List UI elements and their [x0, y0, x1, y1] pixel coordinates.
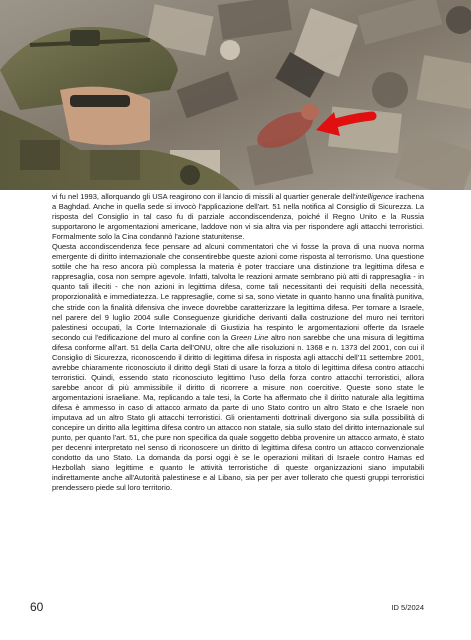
text-run: altro non sarebbe che una misura di legittima difesa conforme all'art. 51 della Carta dell'ONU, oltre che alle risoluzioni n. 1368 e n. 1373 del 2001, con cui il Consiglio di Sicurezza, riconoscendo il diritto di legittima difesa in risposta agli attacchi dell'11 settembre 2001, avrebbe chiaramente riconosciuto il diritto degli Stati di usare la forza a titolo di legittima difesa contro attacchi terroristici. Quindi, essendo stato riconosciuto legittimo l'uso della forza contro attacchi terroristici, allora sarebbe ancor di più ammissibile il diritto di ricorrere a misure non coercitive. Queste sono state le argomentazioni israeliane. Ma, replicando a tale tesi, la Corte ha affermato che il diritto naturale alla legittima difesa è ammesso in caso di attacco armato da parte di uno Stato contro un altro Stato e che Israele non imputava ad un altro Stato gli attacchi terroristici. Gli orientamenti dottrinali divergono sia sulla possibilità di concepire un diritto alla legittima difesa contro un attacco non statale, sia sullo stato del diritto internazionale sul punto, per quanto l'art. 51, che pure non specifica da quale soggetto debba provenire un attacco armato, è stato per decenni interpretato nel senso di riconoscere un diritto di legittima difesa contro un attacco convenzionale condotto da uno Stato. La domanda da porsi oggi è se le operazioni militari di Israele contro Hamas ed Hezbollah siano legittime e quanto le attività terroristiche di queste organizzazioni siano imputabili indirettamente anche all'Autorità palestinese e al Libano, sia per per aver tollerato che questi gruppi terroristici prendessero piede sul loro territorio. — [52, 332, 424, 493]
italic-term: Green Line — [230, 332, 269, 342]
paragraph — [52, 192, 424, 242]
italic-term: intelligence — [355, 192, 394, 201]
paragraph — [52, 242, 424, 493]
text-run: Questa accondiscendenza fece pensare ad alcuni commentatori che vi fosse la prova di una nuova norma emergente di diritto internazionale che consentirebbe queste azioni come risposta al terrorismo. Una questione sottile che ha reso ancora più complessa la materia è poter tracciare una distinzione tra legittima difesa e rappresaglia, cosa non sempre agevole. Infatti, talvolta le reazioni armate sembrano più atti di rappresaglia - in quanto tali illeciti - che non azioni in legittima difesa, come tali necessitanti dei requisiti della necessità, proporzionalità e immediatezza. Le rappresaglie, come si sa, sono vietate in quanto hanno una finalità punitiva, che stride con la finalità difensiva che invece dovrebbe caratterizzare la legittima difesa. Per tornare a Israele, nel parere del 9 luglio 2004 sulle Conseguenze giuridiche derivanti dalla costruzione del muro nei territori palestinesi occupati, la Corte Internazionale di Giustizia ha respinto le argomentazioni offerte da Israele secondo cui l'edificazione del muro al confine con la — [52, 242, 424, 342]
soldier-rubble-photo — [0, 0, 471, 190]
header-photo — [0, 0, 471, 190]
issue-label: ID 5/2024 — [391, 603, 424, 612]
page-number: 60 — [30, 600, 44, 614]
article-body — [52, 192, 424, 493]
text-run: irachena a Baghdad. Anche in quella sede si invocò l'applicazione dell'art. 51 nella notifica al Consiglio di Sicurezza. La risposta del Consiglio in tal caso fu di parziale accondiscendenza, poiché il Regno Unito e la Russia supportarono le argomentazioni americane, laddove non vi sia altra via per rispondere agli attacchi terroristici. Formalmente solo la Cina condannò l'azione statunitense. — [52, 192, 424, 242]
text-run: vi fu nel 1993, allorquando gli USA reagirono con il lancio di missili al quartier generale dell' — [52, 192, 356, 201]
